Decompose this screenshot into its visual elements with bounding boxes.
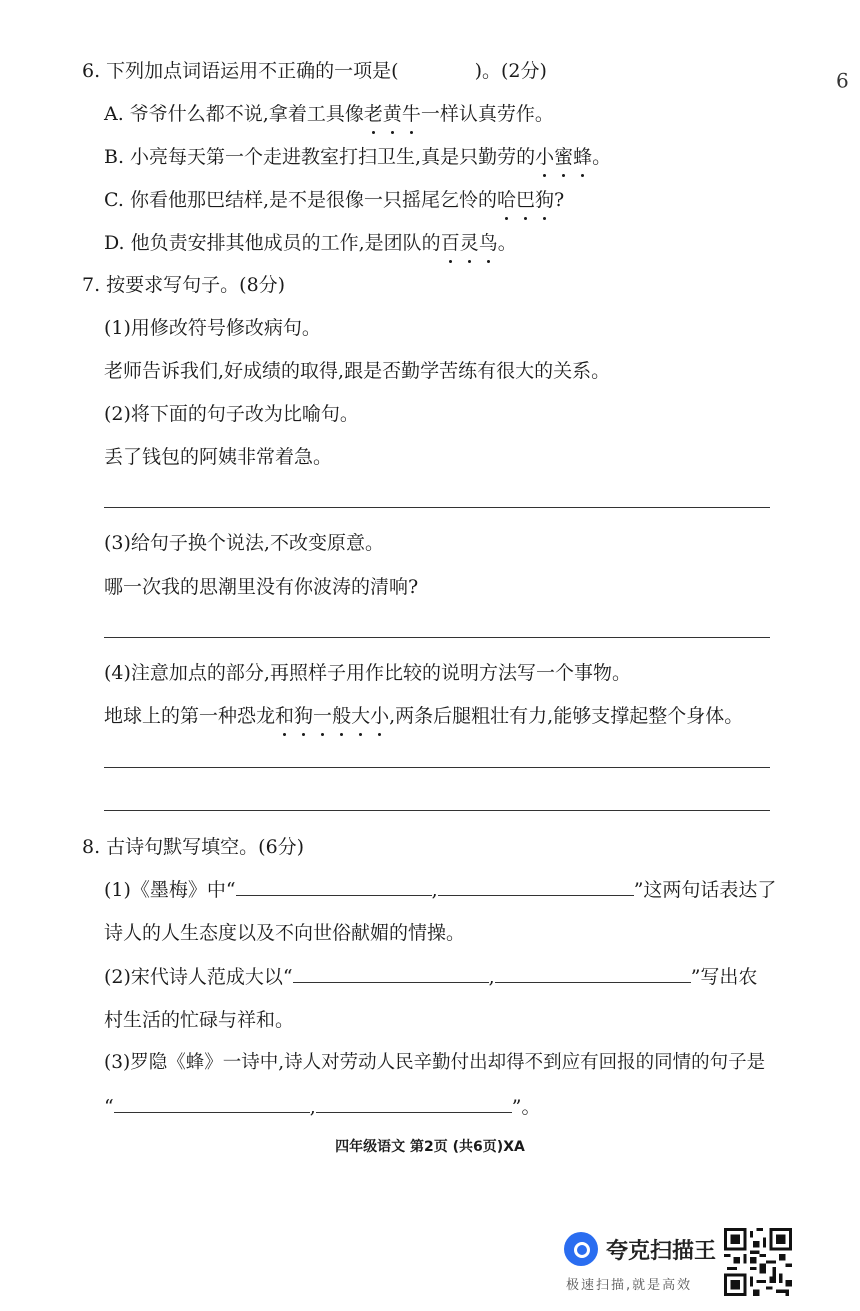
q7-sub2-text: 丢了钱包的阿姨非常着急。 xyxy=(104,446,333,468)
scanner-watermark xyxy=(564,1228,794,1300)
q8-sub3-line: (3)罗隐《蜂》一诗中,诗人对劳动人民辛勤付出却得不到应有回报的同情的句子是 xyxy=(104,1052,766,1073)
q6-stem: 6. 下列加点词语运用不正确的一项是( )。(2分) xyxy=(82,60,547,82)
answer-line-q7-2[interactable] xyxy=(104,507,770,508)
poem-blank[interactable] xyxy=(438,877,634,896)
q8-sub1-line: (1)《墨梅》中“ , ”这两句话表达了 xyxy=(104,879,777,901)
qr-code-icon xyxy=(724,1228,792,1296)
answer-line-q7-4b[interactable] xyxy=(104,810,770,811)
q7-sub1-text: 老师告诉我们,好成绩的取得,跟是否勤学苦练有很大的关系。 xyxy=(104,360,611,382)
q8-stem: 8. 古诗句默写填空。(6分) xyxy=(82,836,305,858)
q7-sub3-text: 哪一次我的思潮里没有你波涛的清响? xyxy=(104,576,419,598)
q7-stem: 7. 按要求写句子。(8分) xyxy=(82,274,286,296)
scanner-logo-icon xyxy=(564,1232,598,1266)
watermark-subtitle: 极速扫描,就是高效 xyxy=(566,1278,693,1293)
page-footer: 四年级语文 第2页 (共6页)XA xyxy=(335,1139,525,1155)
poem-blank[interactable] xyxy=(293,964,489,983)
watermark-title: 夸克扫描王 xyxy=(606,1239,717,1264)
poem-blank[interactable] xyxy=(495,964,691,983)
q6-option-c: C. 你看他那巴结样,是不是很像一只摇尾乞怜的哈巴狗? xyxy=(104,189,565,211)
q7-sub4-text: 地球上的第一种恐龙和狗一般大小,两条后腿粗壮有力,能够支撑起整个身体。 xyxy=(104,705,744,727)
q8-sub3-blanks: “ , ”。 xyxy=(104,1096,541,1118)
q7-sub1-title: (1)用修改符号修改病句。 xyxy=(104,317,321,339)
q7-sub3-title: (3)给句子换个说法,不改变原意。 xyxy=(104,532,384,554)
q8-sub1-cont: 诗人的人生态度以及不向世俗献媚的情操。 xyxy=(104,922,466,944)
q8-sub2-line: (2)宋代诗人范成大以“ , ”写出农 xyxy=(104,966,758,988)
q6-option-b: B. 小亮每天第一个走进教室打扫卫生,真是只勤劳的小蜜蜂。 xyxy=(104,146,612,168)
q6-option-d: D. 他负责安排其他成员的工作,是团队的百灵鸟。 xyxy=(104,232,517,254)
answer-line-q7-3[interactable] xyxy=(104,637,770,638)
answer-line-q7-4a[interactable] xyxy=(104,767,770,768)
q7-sub2-title: (2)将下面的句子改为比喻句。 xyxy=(104,403,359,425)
q6-option-a: A. 爷爷什么都不说,拿着工具像老黄牛一样认真劳作。 xyxy=(104,103,554,125)
page-edge-mark: 9 xyxy=(836,68,849,92)
poem-blank[interactable] xyxy=(236,877,432,896)
q7-sub4-title: (4)注意加点的部分,再照样子用作比较的说明方法写一个事物。 xyxy=(104,662,631,684)
poem-blank[interactable] xyxy=(114,1094,310,1113)
poem-blank[interactable] xyxy=(316,1094,512,1113)
q8-sub2-cont: 村生活的忙碌与祥和。 xyxy=(104,1009,295,1031)
